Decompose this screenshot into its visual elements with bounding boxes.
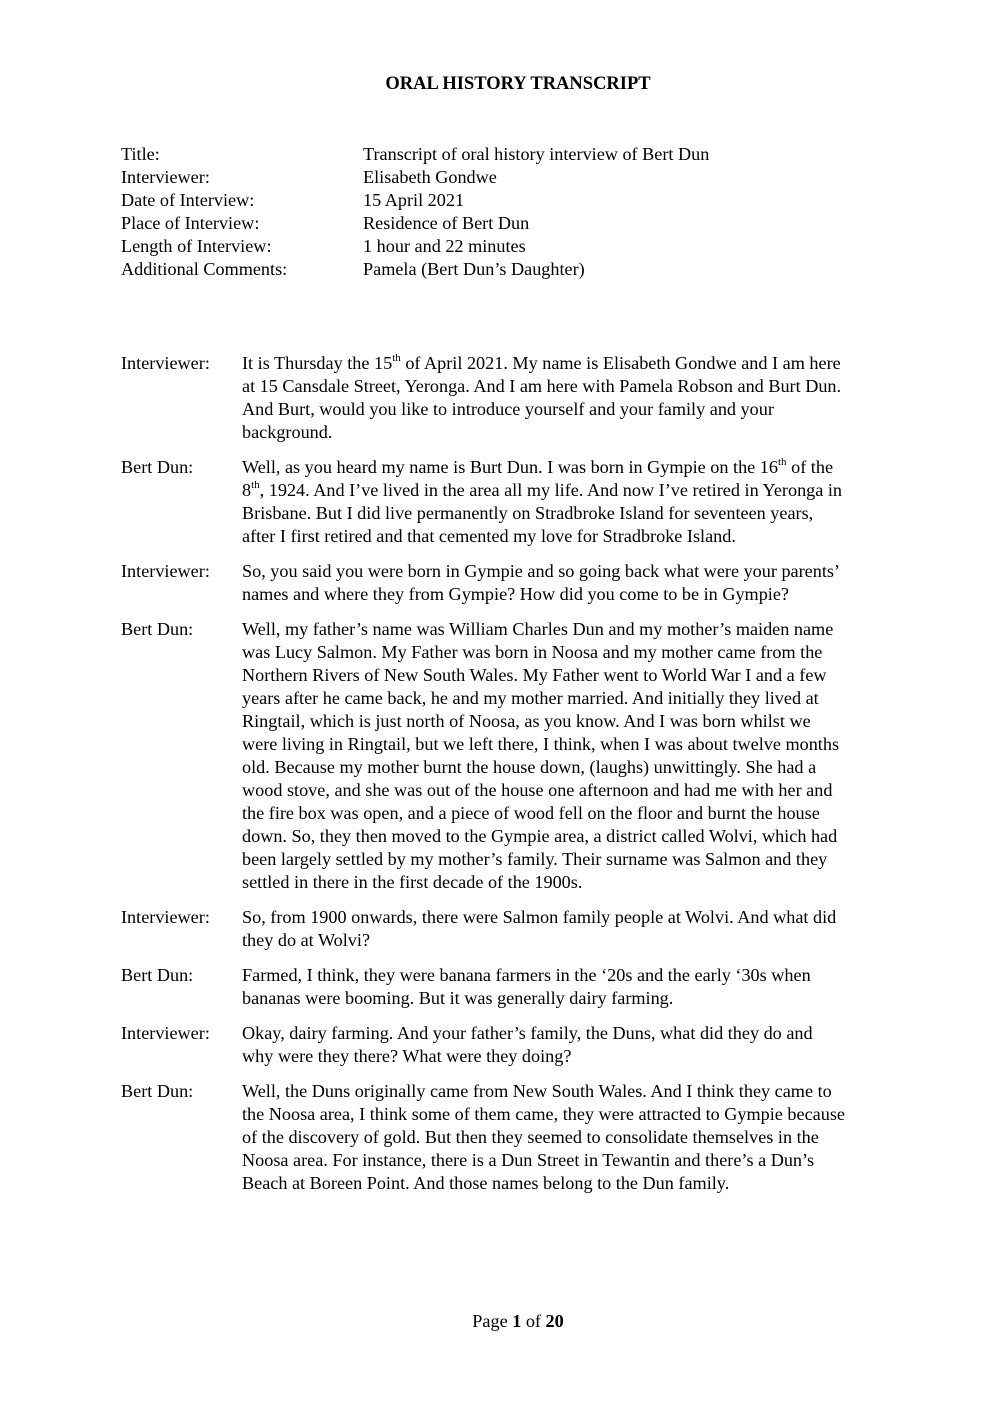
metadata-value: Elisabeth Gondwe [363, 167, 497, 187]
text-segment: after I first retired and that cemented my love for Stradbroke Island. [242, 526, 736, 546]
utterance-line [242, 1172, 914, 1195]
speaker-label: Interviewer: [121, 907, 210, 927]
text-segment: Farmed, I think, they were banana farmers in the ‘20s and the early ‘30s when [242, 965, 811, 985]
speaker-label: Interviewer: [121, 353, 210, 373]
document-title: ORAL HISTORY TRANSCRIPT [385, 74, 651, 94]
text-segment: old. Because my mother burnt the house down, (laughs) unwittingly. She had a [242, 757, 817, 777]
text-segment: wood stove, and she was out of the house one afternoon and had me with her and [242, 780, 833, 800]
utterance [242, 456, 914, 548]
utterance [242, 618, 914, 894]
speaker-label: Interviewer: [121, 561, 210, 581]
metadata-value: Residence of Bert Dun [363, 213, 530, 233]
utterance-line [242, 929, 914, 952]
dialogue-turn [121, 456, 921, 548]
utterance-line [242, 664, 914, 687]
utterance-line [242, 1080, 914, 1103]
dialogue-turn [121, 1022, 921, 1068]
text-segment: been largely settled by my mother’s family. Their surname was Salmon and they [242, 849, 828, 869]
utterance-line [242, 871, 914, 894]
speaker-label: Bert Dun: [121, 619, 194, 639]
text-segment: the Noosa area, I think some of them came, they were attracted to Gympie because [242, 1104, 845, 1124]
metadata-label: Date of Interview: [121, 190, 255, 210]
page-number: 1 [512, 1311, 522, 1331]
utterance-line [242, 456, 914, 479]
utterance [242, 1080, 914, 1195]
dialogue-turn [121, 352, 921, 444]
text-segment: And Burt, would you like to introduce yourself and your family and your [242, 399, 774, 419]
metadata-label: Interviewer: [121, 167, 210, 187]
metadata-row [121, 258, 821, 281]
utterance-line [242, 987, 914, 1010]
utterance-line [242, 352, 914, 375]
utterance [242, 560, 914, 606]
utterance-line [242, 687, 914, 710]
text-segment: of the discovery of gold. But then they seemed to consolidate themselves in the [242, 1127, 819, 1147]
metadata-row [121, 212, 821, 235]
utterance-line [242, 421, 914, 444]
text-segment: the fire box was open, and a piece of wood fell on the floor and burnt the house [242, 803, 820, 823]
metadata-row [121, 189, 821, 212]
utterance-line [242, 733, 914, 756]
page-total: 20 [545, 1311, 564, 1331]
metadata-label: Place of Interview: [121, 213, 260, 233]
metadata-row [121, 143, 821, 166]
utterance-line [242, 583, 914, 606]
text-segment: It is Thursday the 15 [242, 353, 393, 373]
text-segment: at 15 Cansdale Street, Yeronga. And I am here with Pamela Robson and Burt Dun. [242, 376, 842, 396]
page-footer [0, 1310, 1000, 1333]
metadata-table [121, 143, 821, 281]
utterance-line [242, 1022, 914, 1045]
utterance-line [242, 1103, 914, 1126]
text-segment: bananas were booming. But it was generally dairy farming. [242, 988, 674, 1008]
text-segment: So, you said you were born in Gympie and so going back what were your parents’ [242, 561, 841, 581]
metadata-row [121, 235, 821, 258]
utterance-line [242, 802, 914, 825]
text-segment: 8 [242, 480, 252, 500]
text-segment: years after he came back, he and my mother married. And initially they lived at [242, 688, 819, 708]
text-segment: they do at Wolvi? [242, 930, 371, 950]
text-segment: Okay, dairy farming. And your father’s family, the Duns, what did they do and [242, 1023, 813, 1043]
metadata-value: Transcript of oral history interview of Bert Dun [363, 144, 710, 164]
metadata-label: Title: [121, 144, 160, 164]
utterance-line [242, 502, 914, 525]
utterance-line [242, 1126, 914, 1149]
text-segment: background. [242, 422, 333, 442]
metadata-label: Additional Comments: [121, 259, 288, 279]
utterance [242, 1022, 914, 1068]
text-segment: Well, my father’s name was William Charles Dun and my mother’s maiden name [242, 619, 834, 639]
utterance-line [242, 964, 914, 987]
metadata-value: Pamela (Bert Dun’s Daughter) [363, 259, 585, 279]
utterance-line [242, 1045, 914, 1068]
text-segment: of the [786, 457, 834, 477]
page-of: of [521, 1311, 546, 1331]
dialogue-turn [121, 1080, 921, 1195]
text-segment: So, from 1900 onwards, there were Salmon family people at Wolvi. And what did [242, 907, 837, 927]
utterance-line [242, 560, 914, 583]
utterance-line [242, 375, 914, 398]
utterance-line [242, 906, 914, 929]
text-segment: were living in Ringtail, but we left there, I think, when I was about twelve months [242, 734, 840, 754]
text-segment: down. So, they then moved to the Gympie area, a district called Wolvi, which had [242, 826, 838, 846]
metadata-value: 1 hour and 22 minutes [363, 236, 526, 256]
speaker-label: Interviewer: [121, 1023, 210, 1043]
text-segment: Ringtail, which is just north of Noosa, as you know. And I was born whilst we [242, 711, 811, 731]
utterance-line [242, 641, 914, 664]
utterance-line [242, 756, 914, 779]
metadata-label: Length of Interview: [121, 236, 272, 256]
ordinal-suffix: th [392, 351, 401, 364]
text-segment: Well, the Duns originally came from New South Wales. And I think they came to [242, 1081, 832, 1101]
text-segment: settled in there in the first decade of the 1900s. [242, 872, 583, 892]
text-segment: Northern Rivers of New South Wales. My Father went to World War I and a few [242, 665, 827, 685]
speaker-label: Bert Dun: [121, 965, 194, 985]
dialogue-turn [121, 618, 921, 894]
text-segment: Brisbane. But I did live permanently on Stradbroke Island for seventeen years, [242, 503, 814, 523]
text-segment: Noosa area. For instance, there is a Dun Street in Tewantin and there’s a Dun’s [242, 1150, 815, 1170]
speaker-label: Bert Dun: [121, 1081, 194, 1101]
dialogue-turn [121, 964, 921, 1010]
utterance-line [242, 398, 914, 421]
utterance-line [242, 525, 914, 548]
ordinal-suffix: th [777, 455, 787, 468]
utterance-line [242, 1149, 914, 1172]
speaker-label: Bert Dun: [121, 457, 194, 477]
text-segment: , 1924. And I’ve lived in the area all my life. And now I’ve retired in Yeronga in [259, 480, 843, 500]
text-segment: names and where they from Gympie? How did you come to be in Gympie? [242, 584, 789, 604]
utterance-line [242, 710, 914, 733]
utterance-line [242, 618, 914, 641]
utterance [242, 906, 914, 952]
utterance [242, 352, 914, 444]
text-segment: was Lucy Salmon. My Father was born in Noosa and my mother came from the [242, 642, 823, 662]
utterance [242, 964, 914, 1010]
utterance-line [242, 479, 914, 502]
utterance-line [242, 779, 914, 802]
text-segment: of April 2021. My name is Elisabeth Gondwe and I am here [400, 353, 841, 373]
ordinal-suffix: th [251, 478, 260, 491]
dialogue [121, 352, 921, 1207]
text-segment: why were they there? What were they doing? [242, 1046, 572, 1066]
text-segment: Beach at Boreen Point. And those names belong to the Dun family. [242, 1173, 730, 1193]
page-prefix: Page [472, 1311, 513, 1331]
dialogue-turn [121, 906, 921, 952]
metadata-value: 15 April 2021 [363, 190, 465, 210]
text-segment: Well, as you heard my name is Burt Dun. I was born in Gympie on the 16 [242, 457, 778, 477]
utterance-line [242, 825, 914, 848]
metadata-row [121, 166, 821, 189]
utterance-line [242, 848, 914, 871]
dialogue-turn [121, 560, 921, 606]
